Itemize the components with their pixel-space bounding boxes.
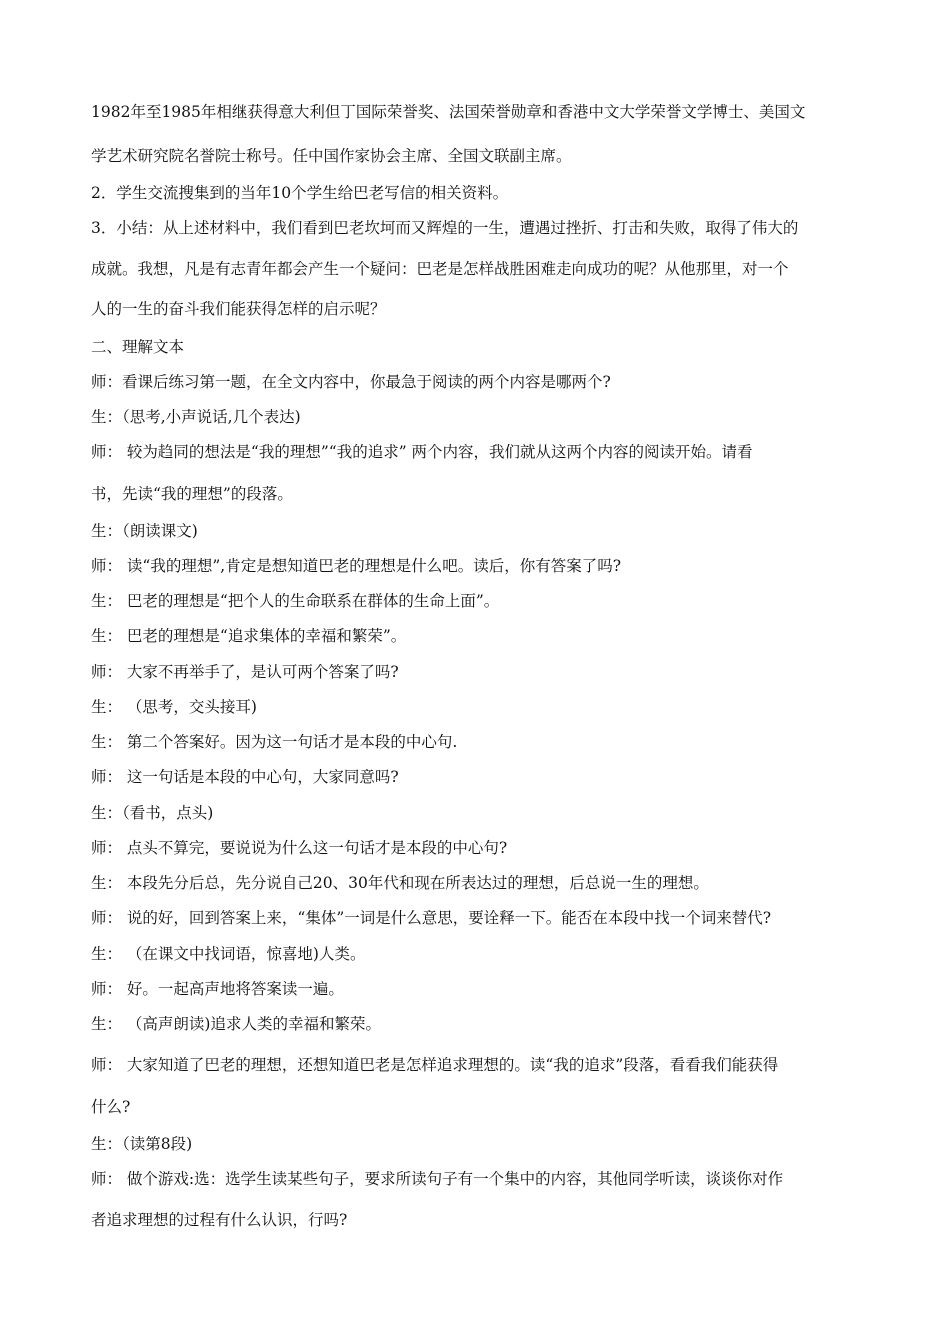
text-line: 书，先读“我的理想”的段落。 bbox=[91, 485, 293, 503]
dialogue-line bbox=[91, 802, 863, 824]
text-line: 师： 这一句话是本段的中心句，大家同意吗? bbox=[91, 768, 399, 786]
text-line: 生：（读第8段) bbox=[91, 1135, 193, 1153]
dialogue-line bbox=[91, 1133, 863, 1155]
text-line: 生： （在课文中找词语，惊喜地)人类。 bbox=[91, 945, 366, 963]
dialogue-line bbox=[91, 406, 863, 428]
dialogue-line bbox=[91, 731, 863, 753]
text-line: 人的一生的奋斗我们能获得怎样的启示呢？ bbox=[91, 300, 386, 318]
paragraph-ba-jin-honors-cont bbox=[91, 145, 863, 167]
paragraph-ba-jin-honors bbox=[91, 101, 863, 123]
dialogue-line bbox=[91, 520, 863, 542]
text-line: 什么? bbox=[91, 1098, 131, 1116]
text-line: 师： 点头不算完，要说说为什么这一句话才是本段的中心句? bbox=[91, 839, 508, 857]
dialogue-line bbox=[91, 696, 863, 718]
dialogue-line bbox=[91, 1013, 863, 1035]
text-line: 生：（朗读课文) bbox=[91, 522, 198, 540]
text-line: 生： （高声朗读)追求人类的幸福和繁荣。 bbox=[91, 1015, 381, 1033]
paragraph-summary bbox=[91, 217, 863, 239]
dialogue-line bbox=[91, 872, 863, 894]
text-line: 生： 本段先分后总，先分说自己20、30年代和现在所表达过的理想，后总说一生的理想。 bbox=[91, 874, 709, 892]
dialogue-line bbox=[91, 837, 863, 859]
dialogue-line bbox=[91, 625, 863, 647]
dialogue-line-cont bbox=[91, 483, 863, 505]
text-line: 成就。我想，凡是有志青年都会产生一个疑问：巴老是怎样战胜困难走向成功的呢？从他那里，对一个 bbox=[91, 260, 789, 278]
dialogue-line bbox=[91, 978, 863, 1000]
text-line: 师： 较为趋同的想法是“我的理想”“我的追求” 两个内容，我们就从这两个内容的阅读开始。请看 bbox=[91, 443, 753, 461]
text-line: 者追求理想的过程有什么认识，行吗? bbox=[91, 1211, 348, 1229]
text-line: 生：（思考,小声说话,几个表达) bbox=[91, 408, 301, 426]
text-line: 师： 读“我的理想”,肯定是想知道巴老的理想是什么吧。读后，你有答案了吗? bbox=[91, 557, 622, 575]
dialogue-line bbox=[91, 661, 863, 683]
paragraph-student-exchange bbox=[91, 182, 863, 204]
section-heading-understand-text bbox=[91, 336, 863, 358]
text-line: 师： 说的好，回到答案上来，“集体”一词是什么意思，要诠释一下。能否在本段中找一个词来替代? bbox=[91, 909, 772, 927]
dialogue-line-cont bbox=[91, 1096, 863, 1118]
text-line: 生： （思考，交头接耳) bbox=[91, 698, 257, 716]
dialogue-line bbox=[91, 1168, 863, 1190]
text-line: 生： 第二个答案好。因为这一句话才是本段的中心句. bbox=[91, 733, 458, 751]
dialogue-line bbox=[91, 766, 863, 788]
text-line: 1982年至1985年相继获得意大利但丁国际荣誉奖、法国荣誉勋章和香港中文大学荣誉文学博士、美国文 bbox=[91, 103, 806, 121]
paragraph-summary-line3 bbox=[91, 298, 863, 320]
dialogue-line bbox=[91, 907, 863, 929]
text-line: 生： 巴老的理想是“把个人的生命联系在群体的生命上面”。 bbox=[91, 592, 500, 610]
text-line: 师： 大家知道了巴老的理想，还想知道巴老是怎样追求理想的。读“我的追求”段落，看看我们能获得 bbox=[91, 1056, 779, 1074]
paragraph-summary-line2 bbox=[91, 258, 863, 280]
text-line: 师： 大家不再举手了，是认可两个答案了吗? bbox=[91, 663, 399, 681]
text-line: 师： 好。一起高声地将答案读一遍。 bbox=[91, 980, 344, 998]
text-line: 生： 巴老的理想是“追求集体的幸福和繁荣”。 bbox=[91, 627, 407, 645]
text-line: 3．小结：从上述材料中，我们看到巴老坎坷而又辉煌的一生，遭遇过挫折、打击和失败，取得了伟大的 bbox=[91, 219, 799, 237]
text-line: 师：看课后练习第一题，在全文内容中，你最急于阅读的两个内容是哪两个? bbox=[91, 373, 611, 391]
dialogue-line-cont bbox=[91, 1209, 863, 1231]
text-line: 生：（看书，点头) bbox=[91, 804, 214, 822]
dialogue-line bbox=[91, 943, 863, 965]
text-line: 师： 做个游戏:选：选学生读某些句子，要求所读句子有一个集中的内容，其他同学听读，谈谈你对作 bbox=[91, 1170, 784, 1188]
text-line: 学艺术研究院名誉院士称号。任中国作家协会主席、全国文联副主席。 bbox=[91, 147, 572, 165]
dialogue-line bbox=[91, 371, 863, 393]
dialogue-line bbox=[91, 555, 863, 577]
section-heading: 二、理解文本 bbox=[91, 338, 185, 356]
dialogue-line bbox=[91, 441, 863, 463]
dialogue-line bbox=[91, 590, 863, 612]
text-line: 2．学生交流搜集到的当年10个学生给巴老写信的相关资料。 bbox=[91, 184, 509, 202]
dialogue-line bbox=[91, 1054, 863, 1076]
